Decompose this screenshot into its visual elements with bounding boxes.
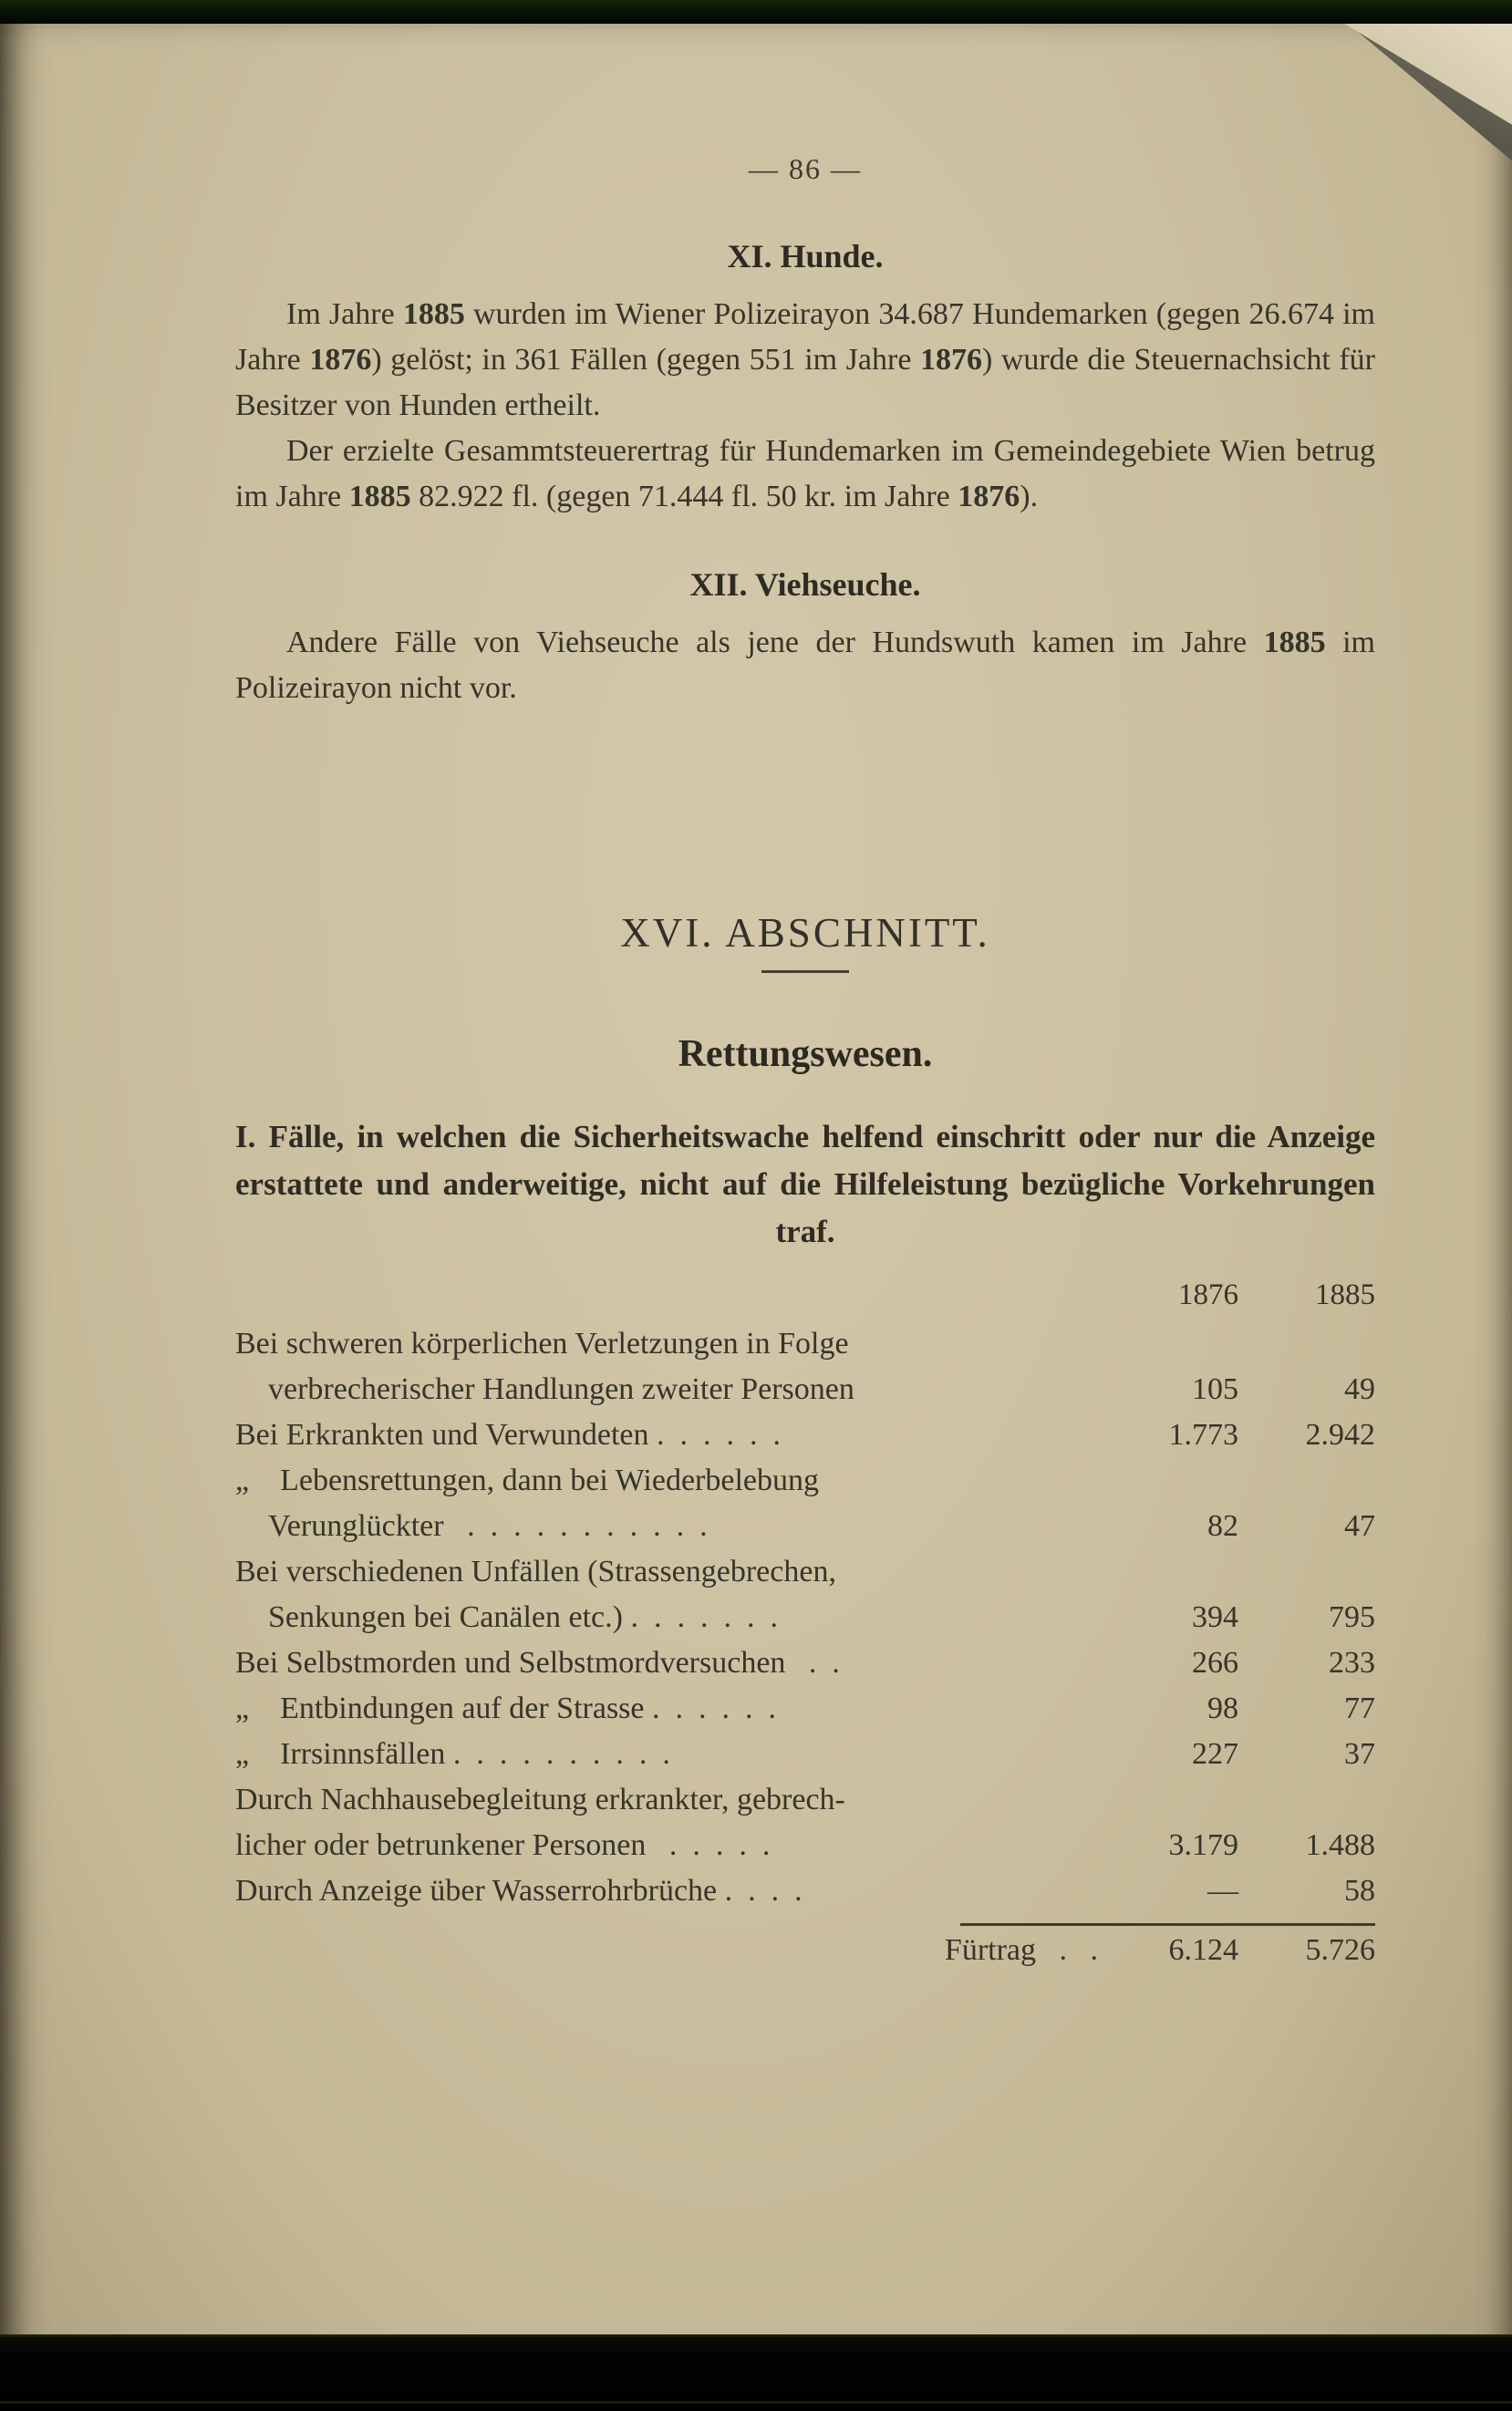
value-1885: 77 xyxy=(1344,1692,1375,1725)
scan-edge-top xyxy=(0,0,1512,24)
value-1876: 1.773 xyxy=(1168,1418,1238,1452)
value-1885: 37 xyxy=(1344,1737,1375,1771)
row-label-line: „ Lebensrettungen, dann bei Wiederbelebung xyxy=(235,1464,819,1497)
row-label-line: Bei schweren körperlichen Verletzungen in Folge xyxy=(235,1327,849,1361)
value-1885: 1.488 xyxy=(1305,1828,1375,1862)
row-label xyxy=(235,1732,1102,1777)
table-total-row xyxy=(235,1928,1375,1973)
table-row xyxy=(235,1458,1375,1549)
row-label xyxy=(235,1640,1102,1686)
row-label xyxy=(235,1458,1102,1549)
value-1876: 82 xyxy=(1207,1509,1238,1543)
value-1885: 47 xyxy=(1344,1509,1375,1543)
heading-xvi-abschnitt: XVI. ABSCHNITT. xyxy=(620,910,990,956)
paragraph-hunde-2: Der erzielte Gesammtsteuerertrag für Hundemarken im Gemeindegebiete Wien betrug im Jahre 1885 82.922 fl. (gegen 71.444 fl. 50 kr. im Jahre 1876). xyxy=(235,434,1375,513)
page-content xyxy=(235,0,1375,1973)
row-label-line: verbrecherischer Handlungen zweiter Personen xyxy=(268,1372,854,1406)
column-header-1876: 1876 xyxy=(1178,1278,1238,1311)
table-row xyxy=(235,1321,1375,1412)
row-label xyxy=(235,1777,1102,1868)
row-label xyxy=(235,1868,1102,1914)
table-row xyxy=(235,1732,1375,1777)
table-row xyxy=(235,1777,1375,1868)
total-rule xyxy=(960,1923,1375,1926)
value-1885: 49 xyxy=(1344,1372,1375,1406)
total-value-1876: 6.124 xyxy=(1168,1933,1238,1967)
value-1876: — xyxy=(1207,1874,1238,1908)
heading-rule xyxy=(761,970,849,973)
value-1885: 233 xyxy=(1329,1646,1375,1680)
total-label: Fürtrag . . xyxy=(944,1933,1098,1967)
rettungswesen-intro: I. Fälle, in welchen die Sicherheitswache helfend einschritt oder nur die Anzeige erstattete und anderweitige, nicht auf die Hilfeleistung bezügliche Vorkehrungen traf. xyxy=(235,1119,1375,1249)
row-label-line: Durch Nachhausebegleitung erkrankter, gebrech- xyxy=(235,1783,845,1816)
value-1876: 227 xyxy=(1192,1737,1238,1771)
value-1876: 105 xyxy=(1192,1372,1238,1406)
heading-xi-hunde: XI. Hunde. xyxy=(727,238,884,274)
row-label-line: licher oder betrunkener Personen . . . . . xyxy=(235,1828,771,1862)
paragraph-hunde-1: Im Jahre 1885 wurden im Wiener Polizeirayon 34.687 Hundemarken (gegen 26.674 im Jahre 1876) gelöst; in 361 Fällen (gegen 551 im Jahre 1876) wurde die Steuernachsicht für Besitzer von Hunden ertheilt. xyxy=(235,297,1375,422)
scan-edge-bottom xyxy=(0,2334,1512,2411)
value-1885: 2.942 xyxy=(1305,1418,1375,1452)
table-row xyxy=(235,1549,1375,1640)
total-value-1885: 5.726 xyxy=(1305,1933,1375,1967)
row-label xyxy=(235,1686,1102,1732)
row-label-line: Durch Anzeige über Wasserrohrbrüche . . . . xyxy=(235,1874,803,1908)
value-1876: 98 xyxy=(1207,1692,1238,1725)
column-header-1885: 1885 xyxy=(1315,1278,1375,1311)
value-1885: 795 xyxy=(1329,1600,1375,1634)
heading-rettungswesen: Rettungswesen. xyxy=(678,1033,933,1075)
paragraph-viehseuche: Andere Fälle von Viehseuche als jene der Hundswuth kamen im Jahre 1885 im Polizeirayon nicht vor. xyxy=(235,626,1375,705)
row-label-line: Bei Erkrankten und Verwundeten . . . . . . xyxy=(235,1418,782,1452)
page-number: — 86 — xyxy=(749,152,862,185)
row-label xyxy=(235,1412,1102,1458)
row-label xyxy=(235,1549,1102,1640)
table-row xyxy=(235,1640,1375,1686)
heading-xii-viehseuche: XII. Viehseuche. xyxy=(689,566,921,603)
row-label-line: „ Irrsinnsfällen . . . . . . . . . . xyxy=(235,1737,670,1771)
value-1876: 266 xyxy=(1192,1646,1238,1680)
value-1885: 58 xyxy=(1344,1874,1375,1908)
row-label-line: Bei Selbstmorden und Selbstmordversuchen . . xyxy=(235,1646,840,1680)
table-row xyxy=(235,1686,1375,1732)
row-label-line: Verunglückter . . . . . . . . . . . xyxy=(268,1509,708,1543)
row-label xyxy=(235,1321,1102,1412)
value-1876: 3.179 xyxy=(1168,1828,1238,1862)
row-label-line: Senkungen bei Canälen etc.) . . . . . . . xyxy=(268,1600,778,1634)
table-row xyxy=(235,1412,1375,1458)
value-1876: 394 xyxy=(1192,1600,1238,1634)
row-label-line: „ Entbindungen auf der Strasse . . . . . . xyxy=(235,1692,776,1725)
row-label-line: Bei verschiedenen Unfällen (Strassengebrechen, xyxy=(235,1555,836,1588)
table-header-row xyxy=(235,1272,1375,1318)
table-row xyxy=(235,1868,1375,1914)
